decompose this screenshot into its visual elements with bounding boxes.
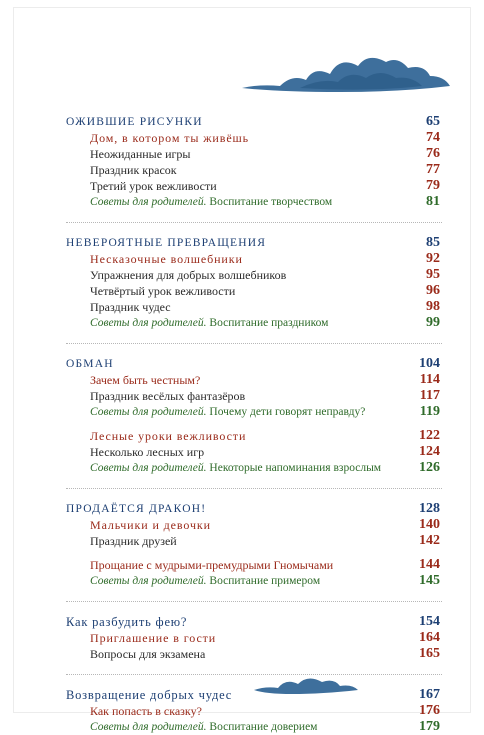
item-title: Мальчики и девочки (90, 518, 211, 532)
item-title: Несказочные волшебники (90, 252, 243, 266)
advice-title (90, 573, 320, 589)
section-title: Возвращение добрых чудес (66, 688, 233, 702)
toc-section[interactable] (66, 687, 442, 703)
toc-advice[interactable] (66, 719, 442, 735)
page-number: 85 (426, 235, 440, 250)
toc-section[interactable] (66, 501, 442, 517)
section-title: ОЖИВШИЕ РИСУНКИ (66, 116, 203, 128)
toc-advice[interactable] (66, 315, 442, 331)
page-number: 98 (426, 299, 440, 314)
toc-advice[interactable] (66, 194, 442, 210)
toc-section[interactable] (66, 614, 442, 630)
section-divider (66, 674, 442, 675)
toc-item[interactable] (66, 178, 442, 194)
table-of-contents (66, 114, 442, 735)
page-number: 117 (419, 388, 440, 403)
toc-item[interactable] (66, 283, 442, 299)
item-title: Зачем быть честным? (90, 373, 201, 387)
item-title: Праздник друзей (90, 534, 177, 548)
page-number: 122 (419, 428, 440, 443)
toc-item[interactable] (66, 646, 442, 662)
toc-item[interactable] (66, 267, 442, 283)
page-number: 77 (426, 162, 440, 177)
item-title: Праздник чудес (90, 300, 171, 314)
item-title: Прощание с мудрыми-премудрыми Гномычами (90, 558, 334, 572)
item-title: Несколько лесных игр (90, 445, 205, 459)
toc-item[interactable] (66, 703, 442, 719)
toc-advice[interactable] (66, 573, 442, 589)
item-title: Вопросы для экзамена (90, 647, 206, 661)
section-divider (66, 601, 442, 602)
toc-section[interactable] (66, 356, 442, 372)
item-title: Праздник красок (90, 163, 177, 177)
advice-text: Воспитание доверием (209, 721, 318, 733)
page-number: 144 (419, 557, 440, 572)
page-number: 95 (426, 267, 440, 282)
toc-item[interactable] (66, 444, 442, 460)
page-number: 124 (419, 444, 440, 459)
item-title: Дом, в котором ты живёшь (90, 131, 250, 145)
item-title: Праздник весёлых фантазёров (90, 389, 246, 403)
item-title: Как попасть в сказку? (90, 704, 202, 718)
advice-text: Некоторые напоминания взрослым (209, 462, 382, 474)
page-number: 96 (426, 283, 440, 298)
advice-text: Воспитание примером (209, 575, 321, 587)
page-number: 99 (426, 315, 440, 330)
spacer (66, 420, 442, 428)
advice-title (90, 460, 381, 476)
item-title: Приглашение в гости (90, 631, 217, 645)
toc-item[interactable] (66, 388, 442, 404)
item-title: Упражнения для добрых волшебников (90, 268, 287, 282)
page-number: 81 (426, 194, 440, 209)
advice-lead: Советы для родителей. (90, 575, 207, 587)
advice-lead: Советы для родителей. (90, 406, 207, 418)
section-title: НЕВЕРОЯТНЫЕ ПРЕВРАЩЕНИЯ (66, 237, 267, 249)
toc-section[interactable] (66, 114, 442, 130)
advice-lead: Советы для родителей. (90, 721, 207, 733)
page-number: 142 (419, 533, 440, 548)
advice-title (90, 194, 332, 210)
page-number: 154 (419, 614, 440, 629)
page-number: 119 (419, 404, 440, 419)
page-number: 74 (426, 130, 440, 145)
page-number: 167 (419, 687, 440, 702)
toc-item[interactable] (66, 630, 442, 646)
section-divider (66, 488, 442, 489)
toc-item[interactable] (66, 162, 442, 178)
toc-item[interactable] (66, 146, 442, 162)
page-number: 92 (426, 251, 440, 266)
page-number: 79 (426, 178, 440, 193)
advice-lead: Советы для родителей. (90, 462, 207, 474)
page-number: 114 (419, 372, 440, 387)
page-number: 128 (419, 501, 440, 516)
item-title: Третий урок вежливости (90, 179, 217, 193)
toc-item[interactable] (66, 428, 442, 444)
toc-item[interactable] (66, 557, 442, 573)
page-number: 179 (419, 719, 440, 734)
advice-title (90, 719, 317, 735)
page-number: 126 (419, 460, 440, 475)
toc-item[interactable] (66, 517, 442, 533)
toc-advice[interactable] (66, 404, 442, 420)
section-divider (66, 222, 442, 223)
spacer (66, 549, 442, 557)
advice-text: Почему дети говорят неправду? (209, 406, 366, 418)
page-number: 140 (419, 517, 440, 532)
section-title: Как разбудить фею? (66, 615, 188, 629)
cloud-illustration-top (240, 48, 452, 94)
advice-title (90, 315, 328, 331)
item-title: Неожиданные игры (90, 147, 191, 161)
page-number: 176 (419, 703, 440, 718)
toc-advice[interactable] (66, 460, 442, 476)
page-number: 165 (419, 646, 440, 661)
page-number: 164 (419, 630, 440, 645)
toc-item[interactable] (66, 372, 442, 388)
advice-lead: Советы для родителей. (90, 317, 207, 329)
page-number: 65 (426, 114, 440, 129)
page-number: 76 (426, 146, 440, 161)
item-title: Лесные уроки вежливости (90, 429, 247, 443)
advice-text: Воспитание праздником (209, 317, 329, 329)
section-divider (66, 343, 442, 344)
item-title: Четвёртый урок вежливости (90, 284, 236, 298)
advice-title (90, 404, 365, 420)
toc-section[interactable] (66, 235, 442, 251)
page-number: 104 (419, 356, 440, 371)
toc-item[interactable] (66, 533, 442, 549)
toc-item[interactable] (66, 251, 442, 267)
toc-item[interactable] (66, 130, 442, 146)
page-number: 145 (419, 573, 440, 588)
section-title: ОБМАН (66, 358, 114, 370)
advice-text: Воспитание творчеством (209, 196, 333, 208)
toc-item[interactable] (66, 299, 442, 315)
advice-lead: Советы для родителей. (90, 196, 207, 208)
section-title: ПРОДАЁТСЯ ДРАКОН! (66, 503, 207, 515)
